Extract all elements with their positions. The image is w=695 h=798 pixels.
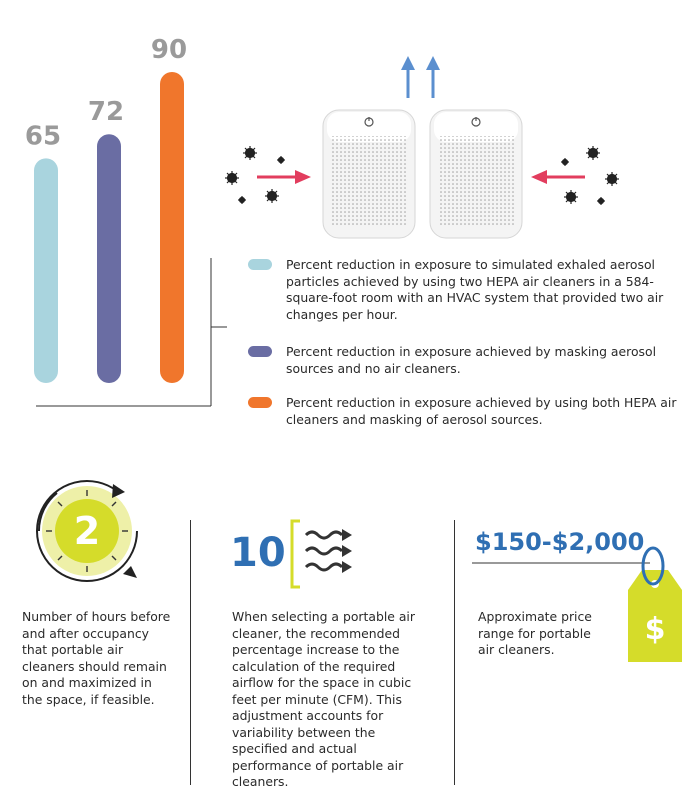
airflow-waves-icon (288, 517, 360, 591)
virus-particle-icon (243, 146, 257, 160)
bar-value-label: 65 (24, 121, 62, 152)
legend-swatch (248, 259, 272, 270)
divider (454, 520, 455, 785)
airflow-value: 10 (230, 530, 286, 576)
legend-item (248, 344, 688, 380)
virus-particle-icon (277, 156, 285, 164)
legend-item (248, 257, 688, 327)
price-tag-symbol: $ (644, 612, 666, 647)
up-arrow-icon (426, 56, 440, 98)
virus-particle-icon (225, 171, 239, 185)
virus-particle-icon (564, 190, 578, 204)
bar-chart (0, 0, 240, 420)
bar-2 (97, 134, 121, 383)
bar-value-label: 72 (87, 97, 125, 128)
legend-text: Percent reduction in exposure achieved by masking aerosol sources and no air cleaners. (286, 344, 657, 376)
inflow-arrow-icon (257, 170, 311, 184)
legend-text: Percent reduction in exposure achieved by using both HEPA air cleaners and masking of aerosol sources. (286, 395, 677, 427)
virus-particle-icon (586, 146, 600, 160)
divider (190, 520, 191, 785)
airflow-description: When selecting a portable air cleaner, the recommended percentage increase to the calculation of the required airflow for the space in cubic feet per minute (CFM). This adjustment accounts for variability between the specified and actual performance of portable air cleaners. (232, 609, 415, 789)
legend-swatch (248, 346, 272, 357)
air-cleaner-unit-left (323, 110, 415, 238)
bar-1 (34, 158, 58, 383)
hours-value: 2 (73, 509, 101, 553)
air-cleaner-illustration (215, 50, 635, 250)
price-value: $150-$2,000 (475, 528, 645, 556)
bar-value-label: 90 (150, 35, 188, 65)
virus-particle-icon (561, 158, 569, 166)
hours-description: Number of hours before and after occupancy that portable air cleaners should remain on and maximized in the space, if feasible. (22, 609, 171, 707)
legend-swatch (248, 397, 272, 408)
bar-3 (160, 72, 184, 383)
virus-particle-icon (597, 197, 605, 205)
virus-particle-icon (605, 172, 619, 186)
virus-particle-icon (238, 196, 246, 204)
legend-text: Percent reduction in exposure to simulated exhaled aerosol particles achieved by using two HEPA air cleaners in a 584-square-foot room with an HVAC system that provided two air changes per hour. (286, 257, 664, 322)
air-cleaner-unit-right (430, 110, 522, 238)
legend-item (248, 395, 688, 431)
price-description: Approximate price range for portable air cleaners. (478, 609, 592, 657)
inflow-arrow-icon (531, 170, 585, 184)
up-arrow-icon (401, 56, 415, 98)
virus-particle-icon (265, 189, 279, 203)
